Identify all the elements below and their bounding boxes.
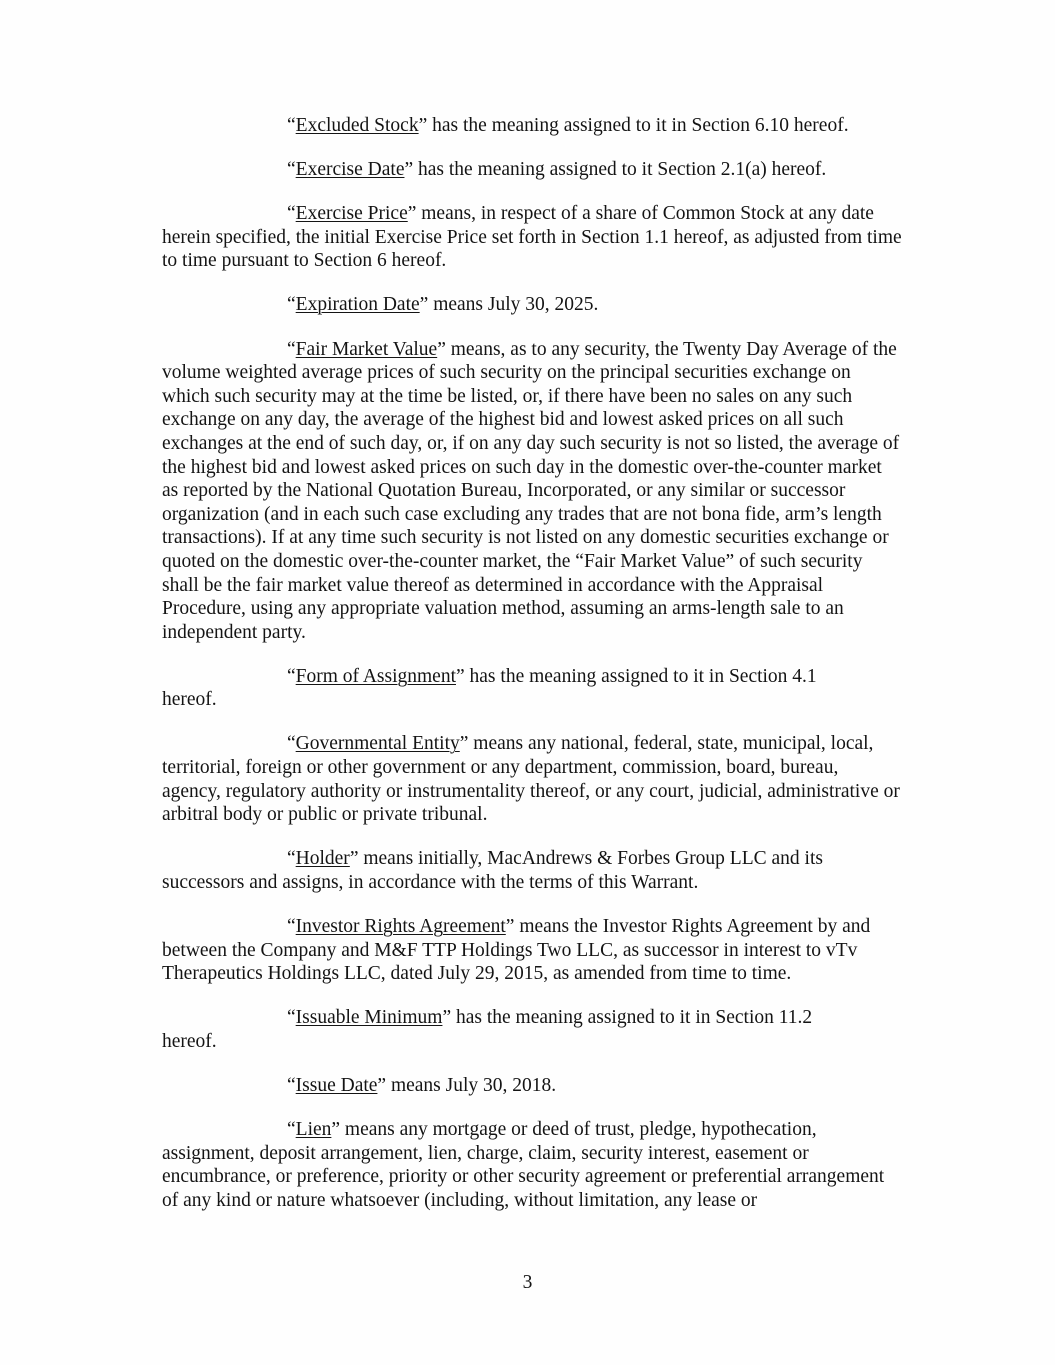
definitions-section xyxy=(162,114,902,1233)
defined-term: Issue Date xyxy=(295,1075,378,1096)
definition-investor-rights-agreement: “Investor Rights Agreement” means the Investor Rights Agreement by and between the Company and M&F TTP Holdings Two LLC, as successor in interest to vTv Therapeutics Holdings LLC, dated July 29, 2015, as amended from time to time. xyxy=(162,916,871,985)
definition-holder: “Holder” means initially, MacAndrews & Forbes Group LLC and its successors and assigns, in accordance with the terms of this Warrant. xyxy=(162,848,823,893)
defined-term: Investor Rights Agreement xyxy=(295,916,506,938)
defined-term: Exercise Price xyxy=(295,203,408,225)
defined-term: Fair Market Value xyxy=(295,338,438,360)
definition-excluded-stock: “Excluded Stock” has the meaning assigned to it in Section 6.10 hereof. xyxy=(287,115,849,136)
defined-term: Form of Assignment xyxy=(295,665,456,687)
definition-lien: “Lien” means any mortgage or deed of trust, pledge, hypothecation, assignment, deposit arrangement, lien, charge, claim, security interest, easement or encumbrance, or preference, priority or other security agreement or preferential arrangement of any kind or nature whatsoever (including, without limitation, any lease or xyxy=(162,1119,885,1211)
defined-term: Governmental Entity xyxy=(295,733,460,755)
definition-governmental-entity: “Governmental Entity” means any national, federal, state, municipal, local, territorial, foreign or other government or any department, commission, board, bureau, agency, regulatory authority or instrumentality thereof, or any court, judicial, administrative or arbitral body or public or private tribunal. xyxy=(162,733,900,826)
defined-term: Lien xyxy=(295,1119,332,1141)
defined-term: Holder xyxy=(295,848,350,870)
definition-issuable-minimum: “Issuable Minimum” has the meaning assigned to it in Section 11.2 xyxy=(287,1007,813,1029)
definition-fair-market-value: “Fair Market Value” means, as to any security, the Twenty Day Average of the volume weighted average prices of such security on the principal securities exchange on which such security may at the time be listed, or, if there have been no sales on any such exchange on any day, the average of the highest bid and lowest asked prices on all such exchanges at the end of such day, or, if on any day such security is not so listed, the average of the highest bid and lowest asked prices on such day in the domestic over-the-counter market as reported by the National Quotation Bureau, Incorporated, or any similar or successor organization (and in each such case excluding any trades that are not bona fide, arm’s length transactions). If at any time such security is not listed on any domestic securities exchange or quoted on the domestic over-the-counter market, the “Fair Market Value” of such security shall be the fair market value thereof as determined in accordance with the Appraisal Procedure, using any appropriate valuation method, assuming an arms-length sale to an independent party. xyxy=(162,338,900,643)
definition-form-of-assignment: “Form of Assignment” has the meaning assigned to it in Section 4.1 xyxy=(287,665,817,687)
page-number: 3 xyxy=(522,1272,533,1293)
definition-issue-date: “Issue Date” means July 30, 2018. xyxy=(287,1075,557,1096)
definition-expiration-date: “Expiration Date” means July 30, 2025. xyxy=(287,294,599,316)
defined-term: Issuable Minimum xyxy=(295,1007,443,1029)
defined-term: Exercise Date xyxy=(295,159,405,181)
definition-exercise-price: “Exercise Price” means, in respect of a share of Common Stock at any date herein specified, the initial Exercise Price set forth in Section 1.1 hereof, as adjusted from time to time pursuant to Section 6 hereof. xyxy=(162,203,902,272)
defined-term: Expiration Date xyxy=(295,294,420,316)
definition-exercise-date: “Exercise Date” has the meaning assigned to it Section 2.1(a) hereof. xyxy=(287,159,827,181)
definition-form-of-assignment-tail: hereof. xyxy=(162,689,217,711)
defined-term: Excluded Stock xyxy=(295,115,419,136)
definition-issuable-minimum-tail: hereof. xyxy=(162,1030,217,1052)
